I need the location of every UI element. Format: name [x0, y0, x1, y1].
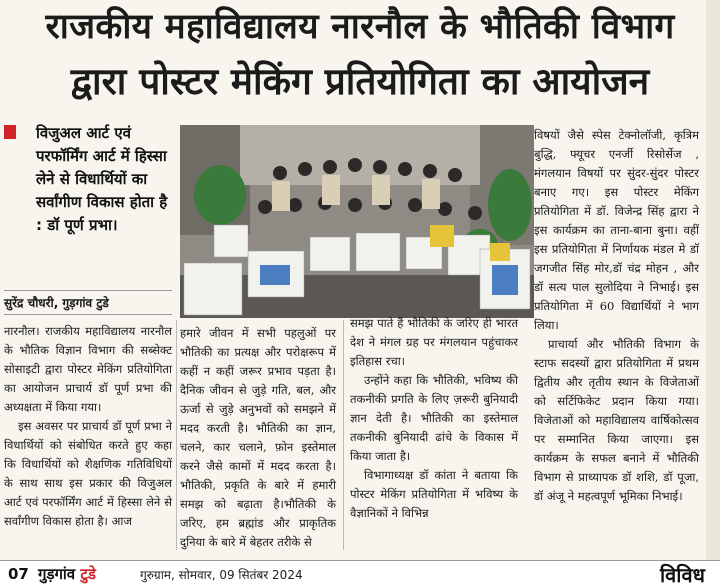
headline-line-2: द्वारा पोस्टर मेकिंग प्रतियोगिता का आयोजन	[70, 60, 650, 103]
article-column-1	[4, 322, 172, 531]
article-column-4	[534, 126, 699, 506]
paragraph: विषयों जैसे स्पेस टेक्नोलॉजी, कृत्रिम बुद्धि, फ्यूचर एनर्जी रिसोर्सेज , मंगलयान विषयों पर सुंदर-सुंदर पोस्टर बनाए गए। इस पोस्टर मेकिंग प्रतियोगिता में डॉ. विजेन्द्र सिंह द्वारा ने इस कार्यक्रम का ताना-बाना बुना। वहीं इस प्रतियोगिता में निर्णायक मंडल मे डॉ जगजीत सिंह मोर,डॉ चंद्र मोहन , और डॉ सत्य पाल सुलोदिया ने निभाई। इस प्रतियोगिता में 60 विद्यार्थियों ने भाग लिया।	[534, 128, 699, 332]
paragraph: इस अवसर पर प्राचार्य डॉ पूर्ण प्रभा ने विधार्थियों को संबोधित करते हुए कहा कि विधार्थियों को शैक्षणिक गतिविधियों के साथ साथ इस प्रकार की विजुअल आर्ट एवं परफॉर्मिंग आर्ट में हिस्सा लेने से सर्वांगीण विकास होता है। आज	[4, 419, 172, 528]
page-number: 07	[8, 565, 29, 583]
page-footer	[0, 560, 720, 587]
red-bullet-icon	[4, 125, 16, 139]
headline	[4, 2, 716, 112]
subheadline-text: विजुअल आर्ट एवं परफॉर्मिंग आर्ट में हिस्सा लेने से विधार्थियों का सर्वांगीण विकास होता है : डॉ पूर्ण प्रभा।	[36, 124, 168, 234]
newspaper-name-part-2: टुडे	[80, 565, 96, 583]
group-photo-illustration	[180, 125, 534, 318]
column-divider	[176, 320, 177, 550]
adjacent-page-edge	[706, 0, 720, 560]
dateline: गुरुग्राम, सोमवार, 09 सितंबर 2024	[140, 568, 303, 582]
headline-line-1: राजकीय महाविद्यालय नारनौल के भौतिकी विभाग	[45, 7, 675, 47]
paragraph: हमारे जीवन में सभी पहलुओं पर भौतिकी का प्रत्यक्ष और परोक्षरूप में कहीं न कहीं जरूर प्रभाव पड़ता है। दैनिक जीवन से जुड़े गति, बल, और ऊर्जा से जुड़े अनुभवों को समझने में मदद करती है। भौतिकी का ज्ञान, चलने, कार चलाने, फ़ोन इस्तेमाल करने जैसे कामों में मदद करता है।भौतिकी, प्रकृति के बारे में हमारी समझ को बढ़ाता है।भौतिकी के जरिए, हम ब्रह्मांड और प्राकृतिक दुनिया के बारे में बेहतर तरीके से	[180, 326, 336, 549]
newspaper-name	[38, 564, 96, 584]
newspaper-name-part-1: गुड़गांव	[38, 565, 76, 583]
paragraph: विभागाध्यक्ष डॉ कांता ने बताया कि पोस्टर मेकिंग प्रतियोगिता में भविष्य के वैज्ञानिकों ने विभिन्न	[350, 468, 518, 520]
paragraph: उन्होंने कहा कि भौतिकी, भविष्य की तकनीकी प्रगति के लिए ज़रूरी बुनियादी ज्ञान देती है। भौतिकी का इस्तेमाल तकनीकी बुनियादी ढांचे के विकास में किया जाता है।	[350, 373, 518, 463]
subheadline	[4, 122, 172, 237]
next-section-title: विविध	[660, 563, 705, 587]
article-column-2	[180, 324, 336, 552]
column-divider	[343, 320, 344, 550]
paragraph: प्राचार्या और भौतिकी विभाग के स्टाफ सदस्यों द्वारा प्रतियोगिता में प्रथम द्वितीय और तृतीय स्थान के विजेताओं को सर्टिफिकेट प्रदान किया गया। विजेताओं को महाविद्यालय वार्षिकोत्सव पर सम्मानित किया जाएगा। इस कार्यक्रम के सफल बनाने में भौतिकी विभाग से प्राध्यापक डॉ शशि, डॉ पूजा, डॉ अंजू ने महत्वपूर्ण भूमिका निभाई।	[534, 337, 699, 503]
paragraph: समझ पाते हैं भौतिकी के जरिए ही भारत देश ने मंगल ग्रह पर मंगलयान पहुंचाकर इतिहास रचा।	[350, 316, 518, 368]
event-photo	[180, 125, 534, 318]
article-column-3	[350, 314, 518, 523]
paragraph: नारनौल। राजकीय महाविद्यालय नारनौल के भौतिक विज्ञान विभाग की सब्सेक्ट सोसाइटी द्वारा पोस्टर मेकिंग प्रतियोगिता का आयोजन प्राचार्य डॉ पूर्ण प्रभा की अध्यक्षता में किया गया।	[4, 324, 172, 414]
byline: सुरेंद्र चौधरी, गुड़गांव टुडे	[4, 290, 172, 315]
